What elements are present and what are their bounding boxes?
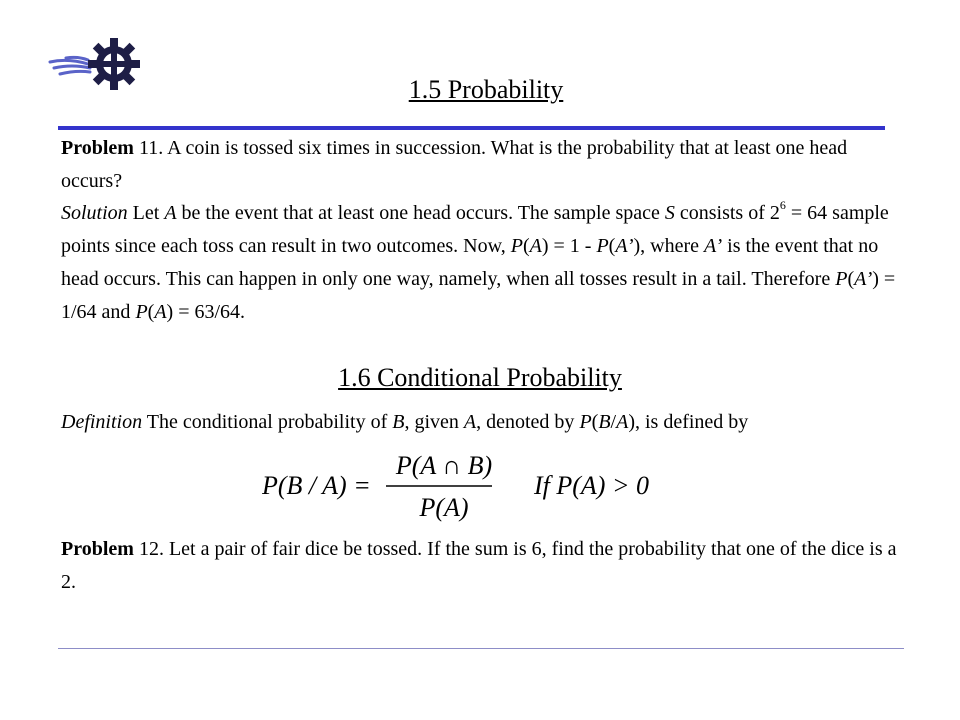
solution-text: ) = 1/64 and: [61, 268, 896, 323]
definition-text: , given: [404, 411, 464, 433]
solution-text: = 64 sample points since each toss can result in two outcomes. Now,: [61, 202, 889, 257]
conditional-probability-formula: [262, 448, 672, 524]
solution-text: Let: [127, 202, 165, 224]
solution-paragraph: [61, 197, 901, 329]
solution-text: (: [608, 235, 616, 257]
definition-text: /: [610, 411, 617, 433]
math-var: A’: [704, 235, 723, 257]
solution-label: Solution: [61, 202, 128, 224]
solution-text: ) = 63/64.: [166, 301, 246, 323]
solution-text: ) = 1 -: [541, 235, 597, 257]
math-var: B: [392, 411, 405, 433]
footer-divider: [58, 648, 904, 649]
section-title-conditional-probability: 1.6 Conditional Probability: [338, 363, 622, 392]
math-var: A: [164, 202, 177, 224]
math-var: A’: [615, 235, 634, 257]
math-var: P: [835, 268, 848, 290]
math-var: P: [510, 235, 523, 257]
problem-12-paragraph: [61, 533, 901, 599]
formula-lhs: P(B / A) =: [262, 471, 371, 500]
solution-text: be the event that at least one head occurs. The sample space: [176, 202, 665, 224]
solution-text: (: [522, 235, 530, 257]
math-var: A: [154, 301, 167, 323]
math-var: A: [616, 411, 629, 433]
formula-numerator: P(A ∩ B): [395, 451, 493, 480]
problem-label: Problem: [61, 137, 134, 159]
formula-denominator: P(A): [419, 493, 469, 522]
math-var: A: [463, 411, 477, 433]
solution-text: (: [847, 268, 855, 290]
solution-text: ), where: [633, 235, 705, 257]
definition-text: ), is defined by: [628, 411, 749, 433]
definition-text: , denoted by: [476, 411, 580, 433]
math-var: P: [135, 301, 148, 323]
problem-12-text: 12. Let a pair of fair dice be tossed. If the sum is 6, find the probability that one of the dice is a 2.: [61, 538, 897, 593]
definition-text: The conditional probability of: [142, 411, 393, 433]
math-var: A’: [854, 268, 873, 290]
math-var: A: [529, 235, 542, 257]
solution-text: consists of 2: [674, 202, 780, 224]
math-var: S: [664, 202, 675, 224]
definition-paragraph: [61, 406, 901, 439]
formula-condition: If P(A) > 0: [534, 471, 650, 500]
problem-11-text: 11. A coin is tossed six times in succession. What is the probability that at least one head occurs?: [61, 137, 848, 192]
section-title-probability: 1.5 Probability: [408, 75, 564, 104]
definition-label: Definition: [61, 411, 143, 433]
math-var: B: [598, 411, 611, 433]
math-var: P: [579, 411, 592, 433]
problem-11-paragraph: [61, 132, 901, 198]
math-var: P: [596, 235, 609, 257]
exponent: 6: [779, 198, 786, 213]
definition-text: (: [591, 411, 599, 433]
solution-text: (: [147, 301, 155, 323]
problem-label: Problem: [61, 538, 134, 560]
solution-text: is the event that no head occurs. This can happen in only one way, namely, when all tosses result in a tail. Therefore: [61, 235, 879, 290]
title-underline-rule: [58, 126, 885, 130]
